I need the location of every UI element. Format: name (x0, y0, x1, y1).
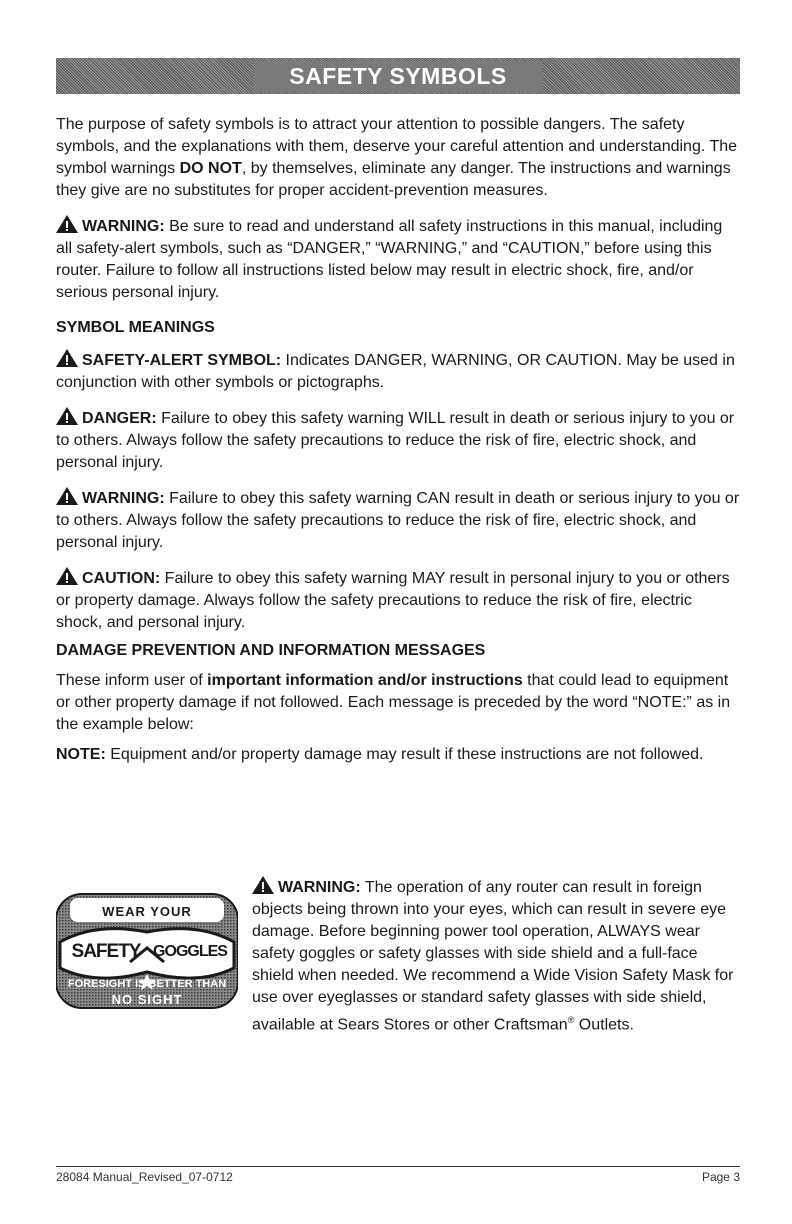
registered-mark: ® (567, 1015, 575, 1025)
symbol-item-warning (56, 487, 740, 554)
intro-text-b: , by themselves, eliminate any danger. The instructions and warnings they give are no substitutes for proper accident-prevention measures. (56, 160, 731, 199)
warning-triangle-icon (56, 407, 78, 425)
warning-text: Be sure to read and understand all safety instructions in this manual, including all safety-alert symbols, such as “DANGER,” “WARNING,” and “CAUTION,” before using this router. Failure to follow all instructions listed below may result in electric shock, fire, and/or serious personal injury. (56, 218, 723, 301)
eye-warning-text: The operation of any router can result in foreign objects being thrown into your eyes, which can result in severe eye damage. Before beginning power tool operation, ALWAYS wear safety goggles or safety glasses with side shield and a full-face shield when needed. We recommend a Wide Vision Safety Mask for use over eyeglasses or standard safety glasses with side shield, available at Sears Stores or other Craftsman (252, 879, 734, 1034)
intro-paragraph (56, 114, 740, 202)
warning-triangle-icon (56, 215, 78, 233)
warning-triangle-icon (56, 487, 78, 505)
symbol-label: DANGER: (82, 410, 157, 427)
symbol-text: Failure to obey this safety warning CAN result in death or serious injury to you or to others. Always follow the safety precautions to reduce the risk of fire, electric shock, and personal injury. (56, 490, 740, 551)
warning-label: WARNING: (82, 218, 165, 235)
eye-warning-label: WARNING: (278, 879, 361, 896)
damage-emphasis: important information and/or instructions (207, 672, 523, 689)
footer-page-number: Page 3 (701, 1170, 740, 1184)
main-content (56, 114, 740, 779)
page-title: SAFETY SYMBOLS (253, 61, 542, 92)
symbol-item-safety-alert (56, 349, 740, 394)
warning-triangle-icon (56, 349, 78, 367)
damage-prevention-paragraph (56, 670, 740, 736)
section-banner (56, 58, 740, 94)
eye-protection-section (56, 876, 740, 1034)
goggles-right-word: GOGGLES (153, 943, 227, 960)
document-page (56, 0, 740, 1224)
symbol-item-danger (56, 407, 740, 474)
footer-divider (56, 1166, 740, 1167)
damage-text-b: that could lead to equipment or other property damage if not followed. Each message is preceded by the word “NOTE:” as in the example below: (56, 672, 731, 733)
note-paragraph (56, 744, 740, 766)
symbol-text: Indicates DANGER, WARNING, OR CAUTION. May be used in conjunction with other symbols or pictographs. (56, 352, 735, 391)
goggles-bottom-line1: FORESIGHT IS BETTER THAN (67, 978, 227, 990)
goggles-top-text: WEAR YOUR (102, 904, 192, 919)
symbol-text: Failure to obey this safety warning WILL result in death or serious injury to you or to others. Always follow the safety precautions to reduce the risk of fire, electric shock, and personal injury. (56, 410, 735, 471)
note-text: Equipment and/or property damage may result if these instructions are not followed. (105, 746, 704, 763)
goggles-bottom-line2: NO SIGHT (111, 992, 183, 1007)
footer-document-id: 28084 Manual_Revised_07-0712 (56, 1170, 233, 1184)
symbol-label: CAUTION: (82, 570, 161, 587)
general-warning (56, 215, 740, 304)
symbol-meanings-heading: SYMBOL MEANINGS (56, 319, 215, 336)
page-footer (56, 1170, 740, 1184)
note-label: NOTE: (56, 746, 106, 763)
symbol-item-caution (56, 567, 740, 634)
symbol-label: WARNING: (82, 490, 165, 507)
safety-goggles-graphic (56, 890, 238, 1010)
symbol-label: SAFETY-ALERT SYMBOL: (82, 352, 282, 369)
warning-triangle-icon (56, 567, 78, 585)
eye-warning-text-end: Outlets. (574, 1016, 634, 1034)
damage-prevention-heading: DAMAGE PREVENTION AND INFORMATION MESSAGES (56, 642, 486, 659)
damage-text-a: These inform user of (56, 672, 208, 689)
goggles-left-word: SAFETY (71, 941, 141, 962)
eye-warning-paragraph (252, 876, 740, 1036)
symbol-text: Failure to obey this safety warning MAY result in personal injury to you or others or property damage. Always follow the safety precautions to reduce the risk of fire, electric shock, and personal injury. (56, 570, 730, 631)
intro-emphasis: DO NOT (179, 160, 242, 177)
warning-triangle-icon (252, 876, 274, 894)
intro-text-a: The purpose of safety symbols is to attract your attention to possible dangers. The safety symbols, and the explanations with them, deserve your careful attention and understanding. The symbol warnings (56, 116, 738, 177)
